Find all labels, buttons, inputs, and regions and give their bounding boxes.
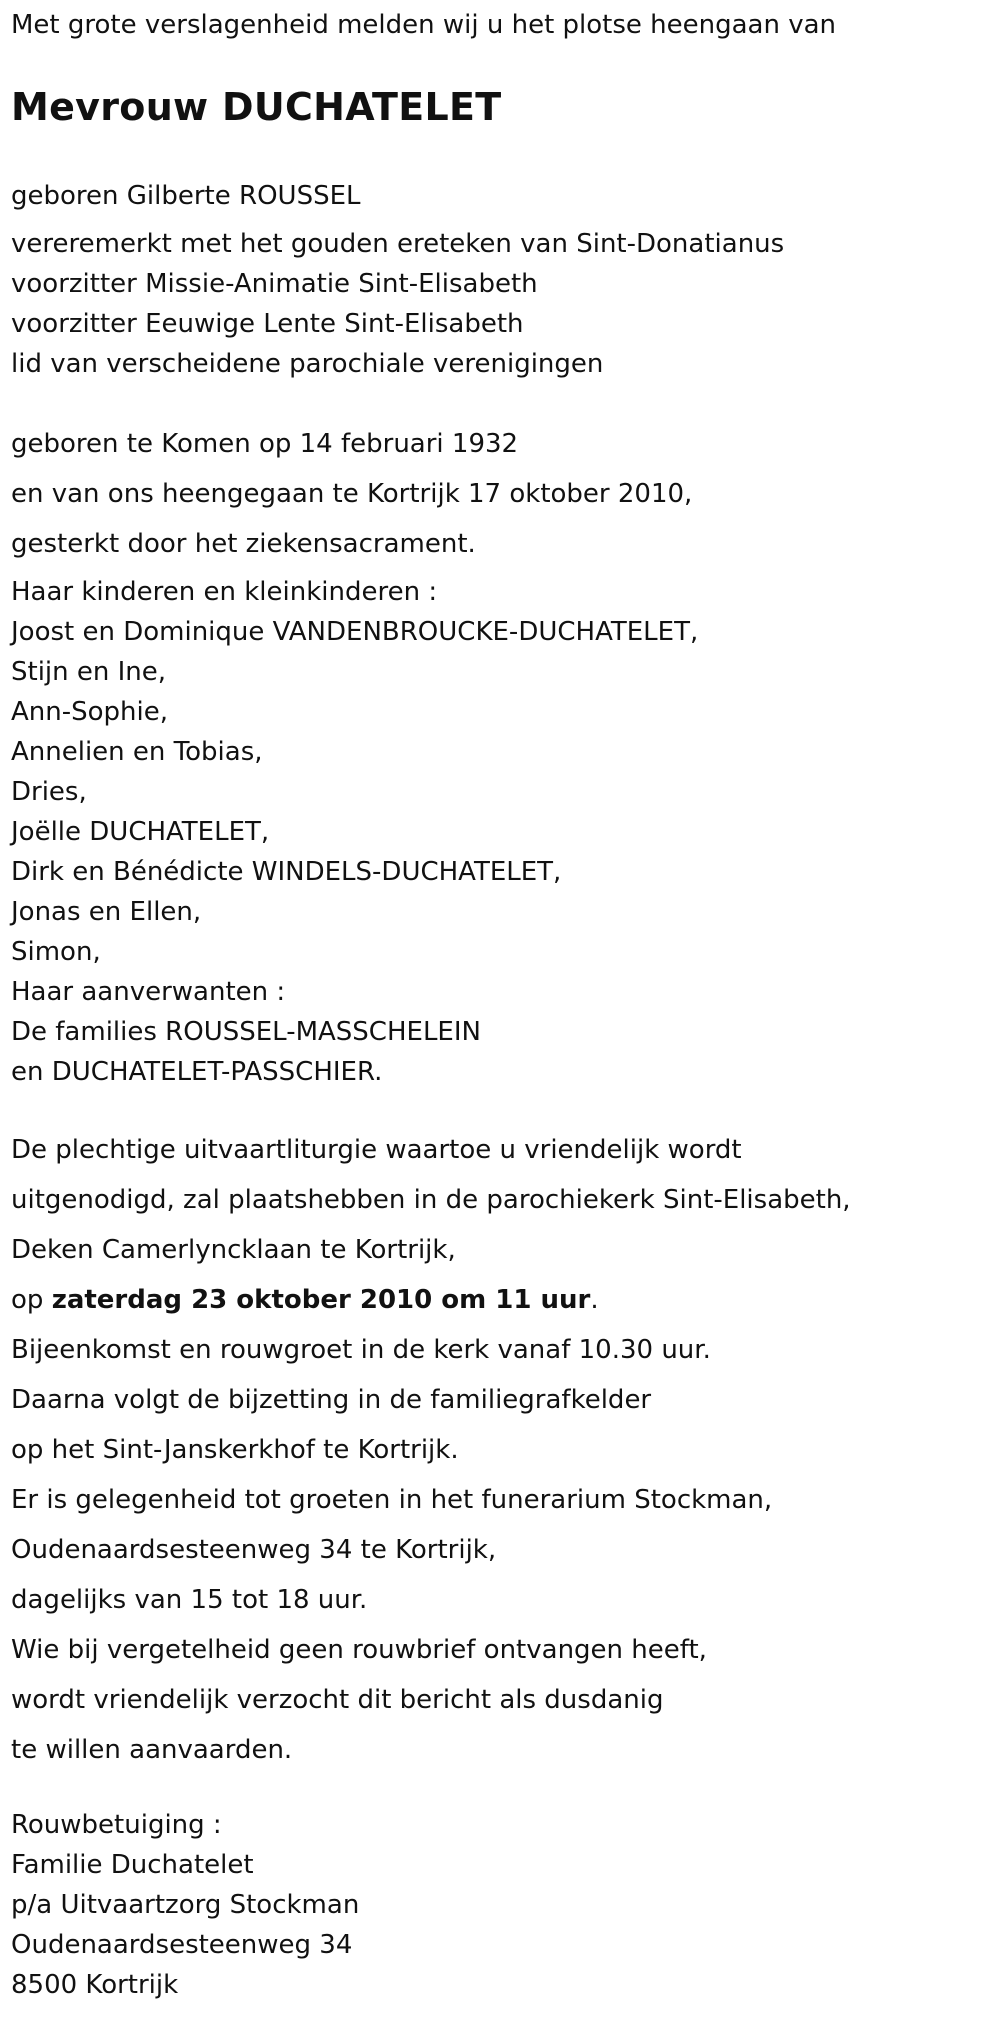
detail-line: Daarna volgt de bijzetting in de familiegrafkelder (11, 1385, 652, 1415)
ceremony-line: De plechtige uitvaartliturgie waartoe u vriendelijk wordt (11, 1135, 742, 1165)
family-member: Dries, (11, 777, 87, 807)
detail-line: Oudenaardsesteenweg 34 te Kortrijk, (11, 1535, 497, 1565)
honor-item: vereremerkt met het gouden ereteken van Sint-Donatianus (11, 229, 785, 259)
deceased-name: Mevrouw DUCHATELET (11, 85, 502, 129)
condolence-address-line: Oudenaardsesteenweg 34 (11, 1930, 353, 1960)
family-member: Joost en Dominique VANDENBROUCKE-DUCHATELET, (11, 617, 699, 647)
family-list (11, 572, 698, 1092)
relatives-heading: Haar aanverwanten : (11, 977, 286, 1007)
family-member: Ann-Sophie, (11, 697, 169, 727)
family-member: Simon, (11, 937, 101, 967)
birth-info: geboren te Komen op 14 februari 1932 (11, 429, 519, 459)
detail-line: dagelijks van 15 tot 18 uur. (11, 1585, 368, 1615)
family-member: Jonas en Ellen, (11, 897, 202, 927)
intro-text: Met grote verslagenheid melden wij u het plotse heengaan van (11, 10, 837, 40)
date-suffix: . (590, 1285, 599, 1315)
ceremony-line: uitgenodigd, zal plaatshebben in de parochiekerk Sint-Elisabeth, (11, 1185, 851, 1215)
condolence-heading: Rouwbetuiging : (11, 1810, 222, 1840)
condolence-section (11, 1805, 359, 2005)
family-heading: Haar kinderen en kleinkinderen : (11, 577, 438, 607)
born-name: geboren Gilberte ROUSSEL (11, 181, 361, 211)
ceremony-line: Deken Camerlyncklaan te Kortrijk, (11, 1235, 456, 1265)
ceremony-section (11, 1130, 851, 1780)
date-bold: zaterdag 23 oktober 2010 om 11 uur (51, 1285, 591, 1315)
honor-item: voorzitter Missie-Animatie Sint-Elisabeth (11, 269, 538, 299)
date-prefix: op (11, 1285, 52, 1315)
family-member: Stijn en Ine, (11, 657, 167, 687)
honor-item: lid van verscheidene parochiale verenigingen (11, 349, 604, 379)
condolence-address-line: Familie Duchatelet (11, 1850, 254, 1880)
death-info: en van ons heengegaan te Kortrijk 17 oktober 2010, (11, 479, 693, 509)
relatives-item: en DUCHATELET-PASSCHIER. (11, 1057, 383, 1087)
sacrament-info: gesterkt door het ziekensacrament. (11, 529, 476, 559)
condolence-address-line: 8500 Kortrijk (11, 1970, 179, 2000)
family-member: Dirk en Bénédicte WINDELS-DUCHATELET, (11, 857, 562, 887)
condolence-address-line: p/a Uitvaartzorg Stockman (11, 1890, 360, 1920)
ceremony-date (11, 1280, 851, 1330)
detail-line: Er is gelegenheid tot groeten in het funerarium Stockman, (11, 1485, 773, 1515)
relatives-item: De families ROUSSEL-MASSCHELEIN (11, 1017, 481, 1047)
honors-list (11, 224, 784, 384)
detail-line: wordt vriendelijk verzocht dit bericht als dusdanig (11, 1685, 664, 1715)
detail-line: op het Sint-Janskerkhof te Kortrijk. (11, 1435, 459, 1465)
family-member: Joëlle DUCHATELET, (11, 817, 270, 847)
detail-line: te willen aanvaarden. (11, 1735, 293, 1765)
honor-item: voorzitter Eeuwige Lente Sint-Elisabeth (11, 309, 524, 339)
detail-line: Wie bij vergetelheid geen rouwbrief ontvangen heeft, (11, 1635, 707, 1665)
detail-line: Bijeenkomst en rouwgroet in de kerk vanaf 10.30 uur. (11, 1335, 711, 1365)
family-member: Annelien en Tobias, (11, 737, 263, 767)
